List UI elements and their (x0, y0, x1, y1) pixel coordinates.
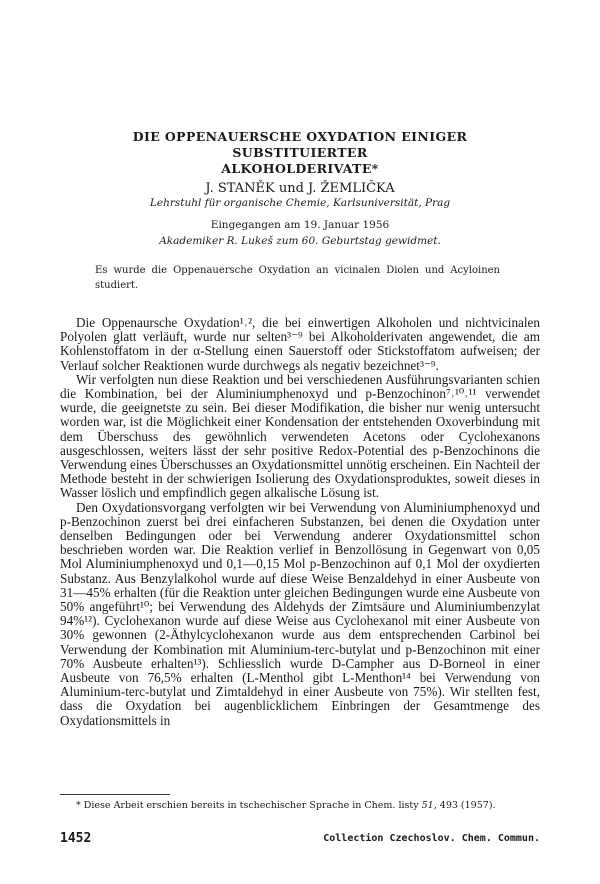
title-line-1: DIE OPPENAUERSCHE OXYDATION EINIGER SUBSTITUIERTER (132, 129, 468, 160)
dedication: Akademiker R. Lukeš zum 60. Geburtstag gewidmet. (159, 235, 441, 247)
received-date: Eingegangen am 19. Januar 1956 (210, 219, 390, 231)
body-paragraph-3: Den Oxydationsvorgang verfolgten wir bei Verwendung von Aluminiumphenoxyd und p-Benzochinon zuerst bei drei einfacheren Substanzen, bei denen die Oxydation unter denselben Bedingungen oder bei Verwendung anderer Oxydationsmittel schon beschrieben worden war. Die Reaktion verlief in Benzollösung in Gegenwart von 0,05 Mol Aluminiumphenoxyd und 0,1—0,15 Mol p-Benzochinon auf 0,1 Mol der oxydierten Substanz. Aus Benzylalkohol wurde auf diese Weise Benzaldehyd in einer Ausbeute von 31—45% erhalten (für die Reaktion unter gleichen Bedingungen wurde eine Ausbeute von 50% angeführt¹⁰; bei Verwendung des Aldehyds der Zimtsäure und Aluminiumbenzylat 94%¹²). Cyclohexanon wurde auf diese Weise aus Cyclohexanol mit einer Ausbeute von 30% gewonnen (2-Äthylcyclohexanon wurde aus dem entsprechenden Carbinol bei Verwendung der Kombination mit Aluminium-terc-butylat und p-Benzochinon mit einer 70% Ausbeute erhalten¹³). Schliesslich wurde D-Campher aus D-Borneol in einer Ausbeute von 76,5% erhalten (L-Menthol gibt L-Menthon¹⁴ bei Verwendung von Aluminium-terc-butylat und Zimtaldehyd in einer Ausbeute von 75%). Wir stellten fest, dass die Oxydation bei augenblicklichem Einbringen der Gesamtmenge des Oxydationsmittels in (60, 499, 540, 728)
footnote-pages: 493 (1957). (439, 800, 496, 811)
body-paragraph-2: Wir verfolgten nun diese Reaktion und bei verschiedenen Ausführungsvarianten schien die Kombination, bei der Aluminiumphenoxyd und p-Benzochinon⁷˒¹⁰˒¹¹ verwendet wurde, die geeignetste zu sein. Bei dieser Modifikation, die bisher nur wenig untersucht worden war, ist die Möglichkeit einer Kondensation der entstehenden Oxoverbindung mit dem Überschuss des gewöhnlich verwendeten Acetons oder Cyclohexanons ausgeschlossen, weiters lässt der sehr positive Redox-Potential des p-Benzochinons die Verwendung eines Überschusses an Oxydationsmittel unnötig erscheinen. Ein Nachteil der Methode besteht in der schwierigen Isolierung des Oxydationsproduktes, soweit dieses in Wasser löslich und empfindlich gegen alkalische Lösung ist. (60, 371, 540, 501)
title-line-2: ALKOHOLDERIVATE* (221, 161, 379, 176)
body-paragraph-1: Die Oppenaursche Oxydation¹˒², die bei einwertigen Alkoholen und nichtvicinalen Polyolen glatt verläuft, wurde nur selten³⁻⁹ bei Alkoholderivaten angewendet, die am Kohlenstoffatom in der α-Stellung einen Sauerstoff oder Stickstoffatom aufweisen; der Verlauf solcher Reaktionen wurde durchwegs als negativ bezeichnet³⁻⁹. (60, 315, 540, 373)
footnote-divider (60, 794, 170, 795)
affiliation: Lehrstuhl für organische Chemie, Karlsuniversität, Prag (149, 197, 451, 209)
abstract: Es wurde die Oppenauersche Oxydation an vicinalen Diolen und Acyloinen studiert. (95, 265, 500, 291)
footnote-marker: * (76, 800, 81, 811)
footnote-text: Diese Arbeit erschien bereits in tschechischer Sprache in Chem. listy (83, 800, 419, 811)
footnote-volume: 51, (421, 800, 437, 811)
author-names: J. STANĚK und J. ŽEMLIČKA (205, 181, 395, 196)
page-number: 1452 (60, 831, 92, 846)
footnote (60, 799, 540, 812)
running-footer: Collection Czechoslov. Chem. Commun. (323, 833, 540, 844)
article-body (60, 316, 540, 728)
article-title (70, 129, 530, 177)
